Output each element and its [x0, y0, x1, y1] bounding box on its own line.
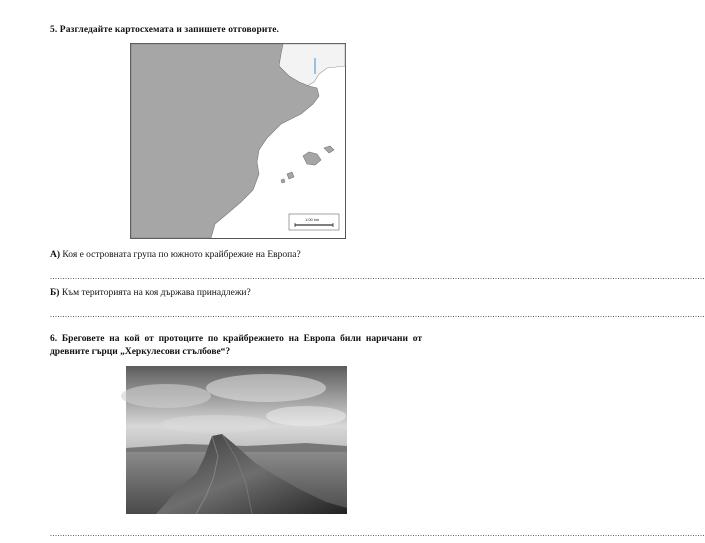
answer-line-5b: ......................................................................................................................................................................................................................................................................	[50, 310, 705, 319]
map-scale-label: 1:00 km	[305, 217, 320, 222]
question-5b	[50, 288, 430, 298]
question-5-title: 5. Разгледайте картосхемата и запишете отговорите.	[50, 25, 280, 35]
answer-line-6: ......................................................................................................................................................................................................................................................................	[50, 529, 705, 538]
iberia-map	[130, 43, 346, 239]
gibraltar-rock-photo	[126, 366, 347, 514]
question-5a	[50, 250, 430, 260]
photo-drawing	[126, 366, 347, 514]
question-5b-text: Към територията на коя държава принадлежи?	[61, 288, 251, 298]
answer-line-5a: ......................................................................................................................................................................................................................................................................	[50, 272, 705, 281]
question-5a-text: Коя е островната група по южното крайбрежие на Европа?	[62, 250, 301, 260]
map-outline-drawing	[131, 44, 345, 238]
question-6-text: 6. Бреговете на кой от протоците по крайбрежието на Европа били наричани от древните гърци „Херкулесови стълбове“?	[50, 334, 422, 357]
question-5a-letter: А)	[50, 250, 61, 260]
question-5b-letter: Б)	[50, 288, 60, 298]
